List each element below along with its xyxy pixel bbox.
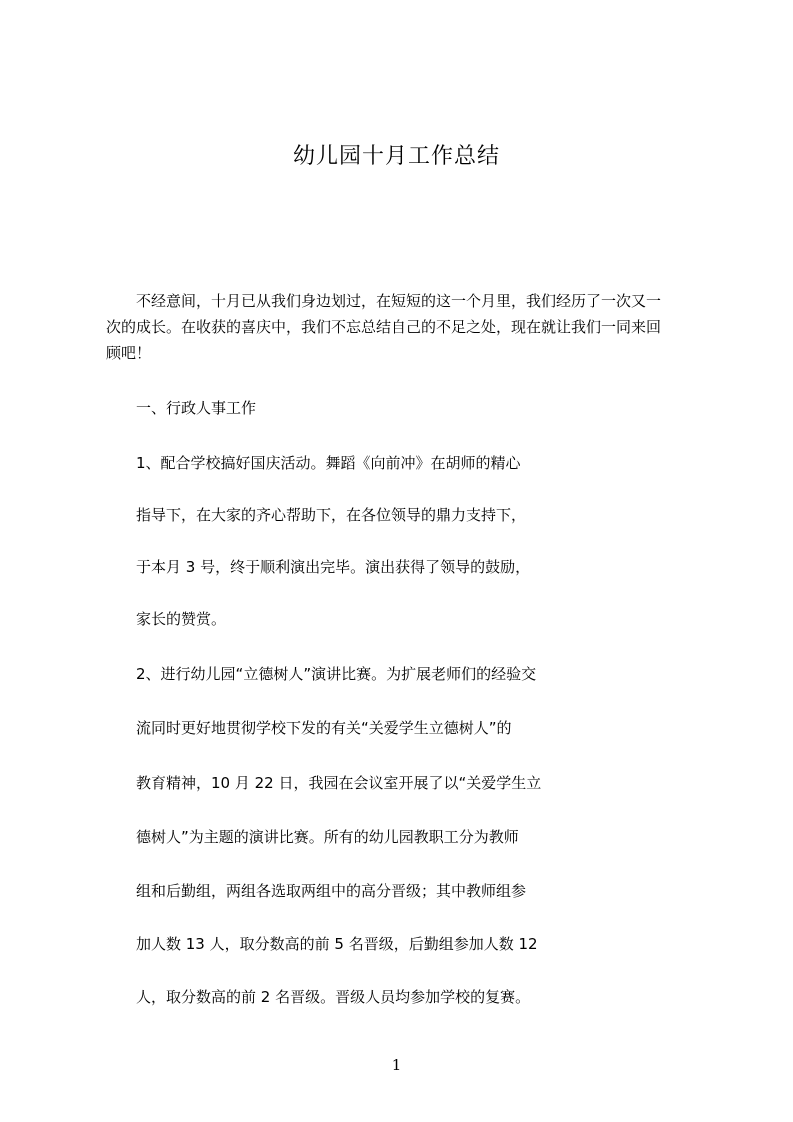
paragraph-line: 流同时更好地贯彻学校下发的有关“关爱学生立德树人”的 bbox=[136, 719, 512, 737]
intro-line: 顾吧！ bbox=[106, 344, 152, 362]
paragraph-line: 2、进行幼儿园“立德树人”演讲比赛。为扩展老师们的经验交 bbox=[136, 665, 537, 683]
intro-line: 次的成长。在收获的喜庆中，我们不忘总结自己的不足之处，现在就让我们一同来回 bbox=[106, 318, 662, 336]
paragraph-line: 于本月 3 号，终于顺利演出完毕。演出获得了领导的鼓励， bbox=[136, 558, 531, 576]
document-title: 幼儿园十月工作总结 bbox=[292, 144, 500, 169]
section-heading: 一、行政人事工作 bbox=[136, 399, 257, 417]
paragraph-line: 人，取分数高的前 2 名晋级。晋级人员均参加学校的复赛。 bbox=[136, 988, 531, 1006]
intro-line: 不经意间，十月已从我们身边划过，在短短的这一个月里，我们经历了一次又一 bbox=[136, 292, 662, 310]
paragraph-line: 教育精神，10 月 22 日，我园在会议室开展了以“关爱学生立 bbox=[136, 774, 542, 792]
page-number: 1 bbox=[391, 1056, 402, 1074]
paragraph-line: 指导下，在大家的齐心帮助下，在各位领导的鼎力支持下， bbox=[136, 506, 527, 524]
paragraph-line: 家长的赞赏。 bbox=[136, 610, 227, 628]
paragraph-line: 德树人”为主题的演讲比赛。所有的幼儿园教职工分为教师 bbox=[136, 828, 519, 846]
paragraph-line: 1、配合学校搞好国庆活动。舞蹈《向前冲》在胡师的精心 bbox=[136, 454, 521, 472]
paragraph-line: 加人数 13 人，取分数高的前 5 名晋级，后勤组参加人数 12 bbox=[136, 935, 538, 953]
paragraph-line: 组和后勤组，两组各选取两组中的高分晋级；其中教师组参 bbox=[136, 882, 527, 900]
